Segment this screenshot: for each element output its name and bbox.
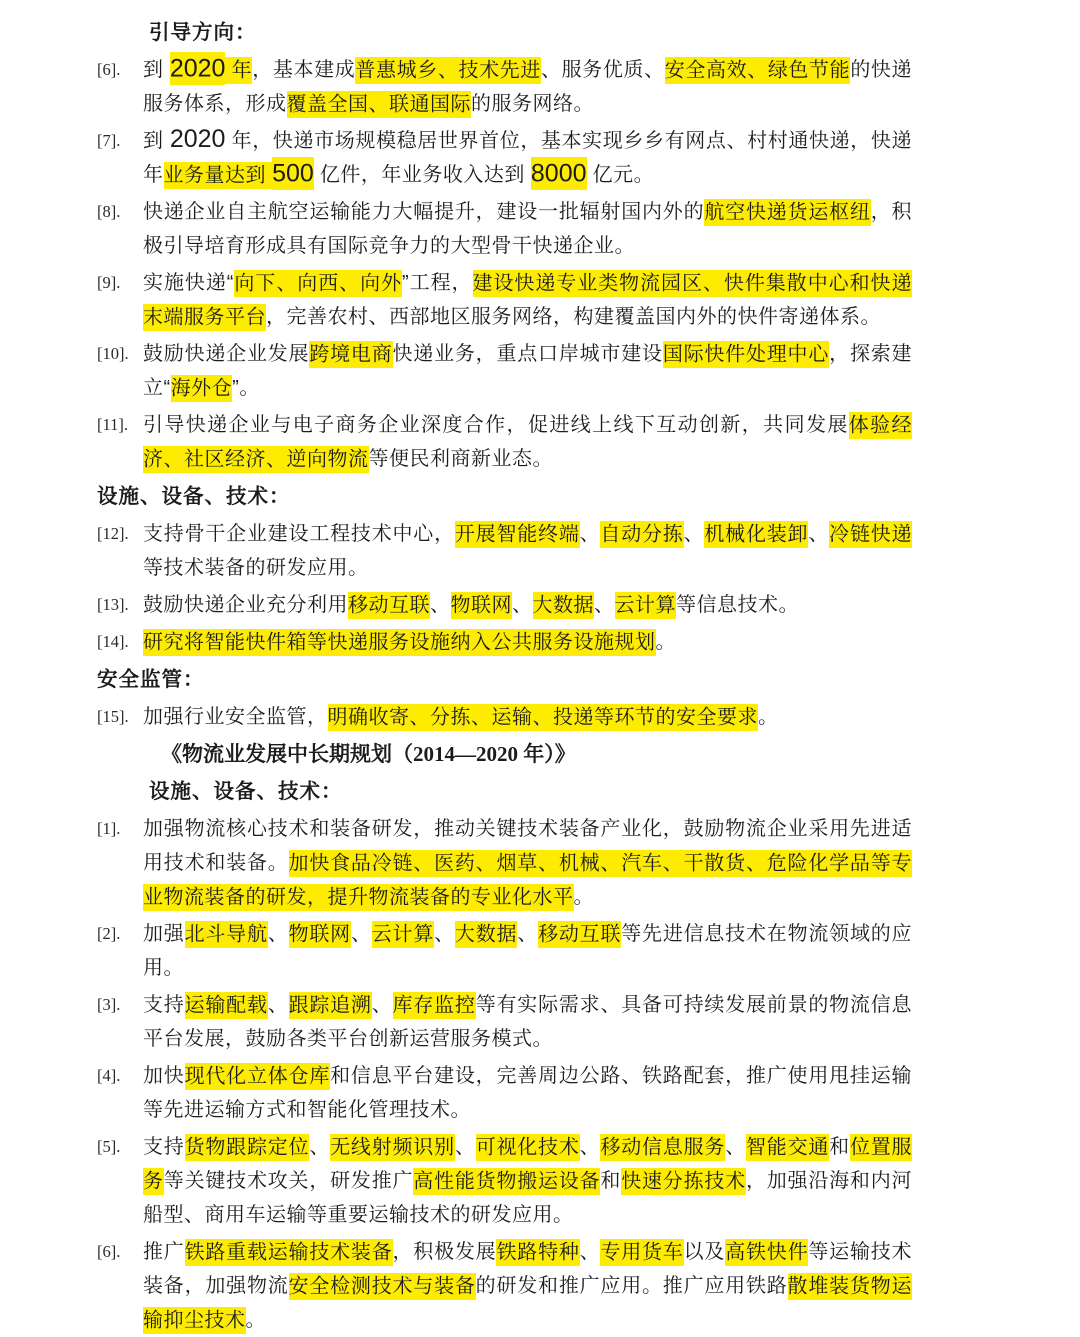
text-span: 鼓励快递企业发展 [143, 343, 310, 365]
document-title: 《物流业发展中长期规划（2014—2020 年）》 [161, 742, 576, 766]
text-span: 、 [371, 994, 393, 1016]
item-text [143, 812, 912, 914]
highlight-span: 联通国际 [389, 91, 471, 118]
section-heading: 安全监管： [97, 668, 205, 691]
highlight-span: 研究将智能快件箱等快递服务设施纳入公共服务设施规划 [143, 629, 656, 656]
section-heading: 引导方向： [149, 21, 257, 44]
text-span: 到 [143, 59, 170, 81]
highlight-span: 移动信息服务 [600, 1134, 725, 1161]
item-text [143, 1059, 912, 1127]
list-item [97, 1130, 912, 1232]
highlight-span: 明确收寄、分拣、运输、投递等环节的安全要求 [328, 704, 759, 731]
item-marker: [6]. [97, 60, 121, 79]
list-item [97, 408, 912, 476]
item-marker: [13]. [97, 595, 129, 614]
text-span: ，加强沿海和内河船型、商用车运输等重要运输技术的研发应用。 [143, 1170, 913, 1226]
text-span: ”工程， [402, 272, 473, 294]
text-span: 加强 [143, 923, 185, 945]
highlight-span: 体验经济、社区经济、逆向物流 [143, 412, 912, 473]
highlight-span: 库存监控 [393, 992, 476, 1019]
text-span: 、 [309, 1136, 331, 1158]
highlight-span: 跨境电商 [309, 341, 392, 368]
list-item [97, 337, 912, 405]
text-span: 、 [267, 923, 289, 945]
list-item [97, 1235, 912, 1337]
item-marker: [9]. [97, 273, 121, 292]
highlight-span: 覆盖全国、 [287, 91, 390, 118]
text-span: 、 [725, 1136, 746, 1158]
highlight-span: 海外仓 [171, 375, 233, 402]
highlight-span: 位置服务 [143, 1134, 912, 1195]
highlight-span: 北斗导航 [185, 921, 268, 948]
highlight-span: 绿色节能 [768, 57, 851, 84]
section-heading: 设施、设备、技术： [149, 780, 343, 803]
text-span: 、 [683, 523, 705, 545]
item-marker: [14]. [97, 632, 129, 651]
text-span: 。 [758, 706, 779, 728]
highlight-span: 普惠城乡、 [355, 57, 458, 84]
item-marker: [4]. [97, 1066, 121, 1085]
highlight-span: 铁路重载运输技术装备 [185, 1239, 393, 1266]
highlight-span: 开展智能终端 [455, 521, 580, 548]
text-span: 的研发和推广应用。推广应用铁路 [475, 1275, 788, 1297]
list-item [97, 588, 912, 622]
highlight-span: 冷链快递 [829, 521, 912, 548]
text-span: 等有实际需求、具备可持续发展前景的物流信息平台发展，鼓励各类平台创新运营服务模式。 [143, 994, 913, 1050]
text-span: 等便民利商新业态。 [368, 448, 553, 470]
text-span: 加快 [143, 1065, 185, 1087]
text-span: ，完善农村、西部地区服务网络，构建覆盖国内外的快件寄递体系。 [266, 306, 881, 328]
item-text [143, 588, 912, 622]
text-span: 等信息技术。 [676, 594, 799, 616]
highlight-span: 高铁快件 [725, 1239, 808, 1266]
text-span: 、 [808, 523, 830, 545]
item-marker: [8]. [97, 202, 121, 221]
highlight-span: 移动互联 [538, 921, 621, 948]
text-span: 、 [579, 523, 601, 545]
text-span: 、 [430, 594, 451, 616]
highlight-span: 智能交通 [746, 1134, 829, 1161]
item-text [143, 917, 912, 985]
text-span: 、 [579, 1241, 601, 1263]
item-text [143, 625, 912, 659]
highlight-span: 2020 [170, 52, 226, 85]
text-span: 、 [517, 923, 539, 945]
text-span: 等先进信息技术在物流领域的应用。 [143, 923, 913, 979]
list-item [97, 266, 912, 334]
text-span: 快递企业自主航空运输能力大幅提升，建设一批辐射国内外的 [143, 201, 705, 223]
text-span: 鼓励快递企业充分利用 [143, 594, 348, 616]
highlight-span: 8000 [531, 157, 587, 190]
highlight-span: 现代化立体仓库 [185, 1063, 331, 1090]
text-span: 引导快递企业与电子商务企业深度合作，促进线上线下互动创新，共同发展 [143, 414, 849, 436]
text-span: 和 [829, 1136, 850, 1158]
list-item [97, 517, 912, 585]
item-text [143, 266, 912, 334]
highlight-span: 大数据 [533, 592, 595, 619]
highlight-span: 国际快件处理中心 [663, 341, 829, 368]
highlight-span: 大数据 [455, 921, 517, 948]
highlight-span: 建设快递专业类物流园区、快件集散中心和快递末端服务平台 [143, 270, 912, 331]
text-span: 以及 [683, 1241, 726, 1263]
text-span: 。 [245, 1309, 266, 1331]
item-text [143, 700, 912, 734]
text-span: 、 [579, 1136, 601, 1158]
list-item [97, 812, 912, 914]
text-span: 支持 [143, 994, 185, 1016]
highlight-span: 铁路特种 [496, 1239, 579, 1266]
highlight-span: 安全检测技术与装备 [289, 1273, 476, 1300]
list-item [97, 195, 912, 263]
text-span: 和信息平台建设，完善周边公路、铁路配套，推广使用甩挂运输等先进运输方式和智能化管理技术。 [143, 1065, 913, 1121]
text-span: 支持 [143, 1136, 185, 1158]
item-text [143, 1130, 912, 1232]
item-text [143, 124, 912, 192]
highlight-span: 物联网 [289, 921, 351, 948]
highlight-span: 散堆装货物运输抑尘技术 [143, 1273, 912, 1334]
highlight-span: 无线射频识别 [330, 1134, 455, 1161]
text-span: 、服务优质、 [540, 59, 665, 81]
item-text [143, 408, 912, 476]
text-span: 亿件，年业务收入达到 [313, 164, 531, 186]
text-span: 到 [143, 130, 170, 152]
item-marker: [1]. [97, 819, 121, 838]
text-span: 快递业务，重点口岸城市建设 [392, 343, 663, 365]
text-span: 、 [267, 994, 289, 1016]
text-span: 的服务网络。 [471, 93, 594, 115]
text-span: 年，快递市场规模稳居世界首位，基本实现乡乡有网点、村村通快递，快递年 [143, 130, 913, 186]
text-span: ，探索建立“ [143, 343, 913, 399]
list-item [97, 700, 912, 734]
text-span: 。 [573, 886, 594, 908]
highlight-span: 年 [225, 57, 252, 84]
highlight-span: 业务量达到 [164, 162, 273, 189]
text-span: 2020 [169, 125, 226, 153]
text-span: 、 [594, 594, 615, 616]
item-marker: [6]. [97, 1242, 121, 1261]
text-span: 和 [600, 1170, 622, 1192]
text-span: 实施快递“ [143, 272, 234, 294]
text-span: 。 [655, 631, 676, 653]
list-item [97, 53, 912, 121]
highlight-span: 机械化装卸 [704, 521, 808, 548]
list-item [97, 917, 912, 985]
text-span: ，基本建成 [252, 59, 356, 81]
highlight-span: 货物跟踪定位 [185, 1134, 310, 1161]
text-span: 、 [454, 1136, 476, 1158]
highlight-span: 加快食品冷链、医药、烟草、机械、汽车、干散货、危险化学品等专业物流装备的研发，提升物流装备的专业化水平 [143, 850, 912, 911]
item-text [143, 53, 912, 121]
list-item [97, 625, 912, 659]
highlight-span: 运输配载 [185, 992, 268, 1019]
text-span: 等技术装备的研发应用。 [143, 557, 369, 579]
item-marker: [15]. [97, 707, 129, 726]
item-marker: [12]. [97, 524, 129, 543]
item-marker: [7]. [97, 131, 121, 150]
highlight-span: 移动互联 [348, 592, 430, 619]
highlight-span: 自动分拣 [600, 521, 683, 548]
list-item [97, 988, 912, 1056]
text-span: 、 [434, 923, 455, 945]
highlight-span: 物联网 [451, 592, 513, 619]
text-span: 加强行业安全监管， [143, 706, 328, 728]
item-marker: [10]. [97, 344, 129, 363]
item-text [143, 1235, 912, 1337]
text-span: ，积极引导培育形成具有国际竞争力的大型骨干快递企业。 [143, 201, 913, 257]
list-item [97, 1059, 912, 1127]
highlight-span: 高性能货物搬运设备 [413, 1168, 600, 1195]
list-item [97, 124, 912, 192]
highlight-span: 云计算 [615, 592, 677, 619]
text-span: 、 [512, 594, 533, 616]
text-span: 推广 [143, 1241, 185, 1263]
text-span: ，积极发展 [392, 1241, 497, 1263]
item-marker: [11]. [97, 415, 129, 434]
highlight-span: 跟踪追溯 [289, 992, 372, 1019]
highlight-span: 航空快递货运枢纽 [704, 199, 870, 226]
item-text [143, 988, 912, 1056]
text-span: 等运输技术装备，加强物流 [143, 1241, 913, 1297]
highlight-span: 可视化技术 [476, 1134, 580, 1161]
highlight-span: 500 [272, 157, 314, 190]
text-span: 支持骨干企业建设工程技术中心， [143, 523, 455, 545]
item-text [143, 517, 912, 585]
text-span: 的快递服务体系，形成 [143, 59, 913, 115]
text-span: ”。 [232, 377, 260, 399]
item-marker: [5]. [97, 1137, 121, 1156]
item-marker: [3]. [97, 995, 121, 1014]
highlight-span: 技术先进 [458, 57, 541, 84]
highlight-span: 向下、向西、向外 [234, 270, 402, 297]
highlight-span: 专用货车 [600, 1239, 683, 1266]
highlight-span: 云计算 [372, 921, 434, 948]
item-text [143, 337, 912, 405]
item-marker: [2]. [97, 924, 121, 943]
item-text [143, 195, 912, 263]
text-span: 等关键技术攻关，研发推广 [163, 1170, 414, 1192]
highlight-span: 安全高效、 [665, 57, 768, 84]
highlight-span: 快速分拣技术 [621, 1168, 746, 1195]
text-span: 加强物流核心技术和装备研发，推动关键技术装备产业化，鼓励物流企业采用先进适用技术和装备。 [143, 818, 912, 874]
text-span: 亿元。 [586, 164, 655, 186]
text-span: 、 [350, 923, 372, 945]
section-heading: 设施、设备、技术： [97, 485, 291, 508]
